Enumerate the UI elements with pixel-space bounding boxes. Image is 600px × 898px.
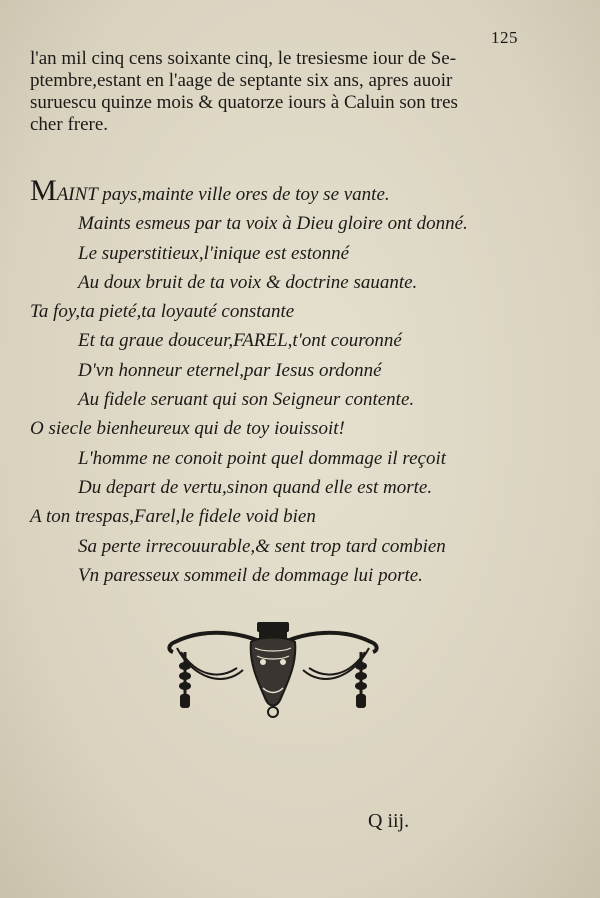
verse-line: Sa perte irrecouurable,& sent trop tard combien bbox=[78, 535, 446, 557]
verse-line: D'vn honneur eternel,par Iesus ordonné bbox=[78, 359, 382, 381]
prose-line: suruescu quinze mois & quatorze iours à Caluin son tres bbox=[30, 92, 458, 113]
signature-mark: Q iij. bbox=[368, 810, 410, 832]
verse-line: L'homme ne conoit point quel dommage il reçoit bbox=[78, 447, 446, 469]
dropcap: M bbox=[30, 174, 57, 207]
verse-line: Le superstitieux,l'inique est estonné bbox=[78, 242, 350, 264]
verse-list bbox=[30, 209, 550, 590]
verse-line: Ta foy,ta pieté,ta loyauté constante bbox=[30, 301, 295, 323]
page-number: 125 bbox=[491, 28, 518, 47]
verse-text: AINT pays,mainte ville ores de toy se vante. bbox=[56, 184, 390, 205]
sonnet bbox=[30, 174, 550, 590]
verse-line: O siecle bienheureux qui de toy iouissoit! bbox=[30, 418, 345, 440]
prose-line: l'an mil cinq cens soixante cinq, le tresiesme iour de Se- bbox=[30, 48, 457, 69]
bucranium-ornament-icon bbox=[163, 618, 383, 722]
prose-line: cher frere. bbox=[30, 114, 109, 135]
verse-line: A ton trespas,Farel,le fidele void bien bbox=[30, 506, 316, 528]
verse-line: Du depart de vertu,sinon quand elle est morte. bbox=[78, 476, 433, 498]
verse-line: Et ta graue douceur,FAREL,t'ont couronné bbox=[78, 330, 402, 352]
verse-line: Maints esmeus par ta voix à Dieu gloire ont donné. bbox=[78, 213, 468, 235]
verse-line: Vn paresseux sommeil de dommage lui porte. bbox=[78, 564, 423, 586]
verse-line-first bbox=[30, 174, 550, 209]
verse-line: Au fidele seruant qui son Seigneur contente. bbox=[78, 389, 415, 411]
prose-line: ptembre,estant en l'aage de septante six ans, apres auoir bbox=[30, 70, 453, 91]
prose-paragraph bbox=[30, 48, 530, 136]
verse-line: Au doux bruit de ta voix & doctrine sauante. bbox=[78, 271, 418, 293]
